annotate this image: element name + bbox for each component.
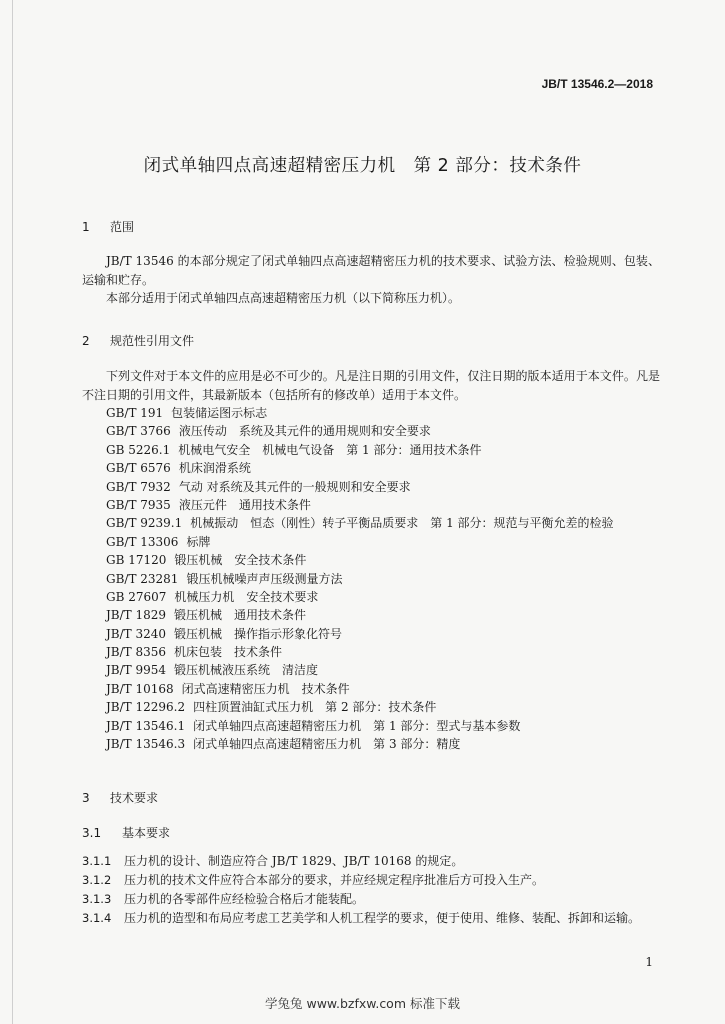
reference-title: 机床包装 技术条件 [174,645,283,660]
clause-number: 3.1.1 [82,854,112,868]
reference-code: JB/T 13546.1 [106,718,186,733]
reference-title: 标牌 [186,534,211,549]
reference-code: JB/T 9954 [106,663,167,678]
subsection-title: 基本要求 [122,826,171,840]
section-number: 1 [82,220,90,234]
reference-item [106,496,614,514]
reference-item [106,643,614,661]
section-3-heading [82,789,158,806]
section-2-intro: 下列文件对于本文件的应用是必不可少的。凡是注日期的引用文件，仅注日期的版本适用于本文件。凡是不注日期的引用文件，其最新版本（包括所有的修改单）适用于本文件。 [82,369,660,402]
reference-title: 气动 对系统及其元件的一般规则和安全要求 [178,479,411,494]
clause-3-1-4 [82,909,660,928]
normative-reference-list [106,404,614,753]
reference-title: 锻压机械液压系统 清洁度 [174,663,319,678]
reference-code: GB/T 13306 [106,534,179,549]
reference-item [106,422,614,440]
reference-code: GB/T 23281 [106,571,179,586]
clause-number: 3.1.2 [82,873,112,887]
reference-title: 液压元件 通用技术条件 [178,497,311,512]
reference-code: GB/T 7935 [106,497,171,512]
reference-item [106,661,614,679]
reference-code: JB/T 12296.2 [106,700,186,715]
reference-code: GB/T 9239.1 [106,516,183,531]
reference-code: GB 17120 [106,553,167,568]
section-number: 3 [82,791,90,805]
reference-code: GB 5226.1 [106,442,171,457]
site-watermark: 学兔兔 www.bzfxw.com 标准下载 [265,996,460,1011]
reference-code: GB/T 191 [106,406,164,420]
page-number: 1 [645,955,653,969]
clause-text: 压力机的各零部件应经检验合格后才能装配。 [124,892,365,906]
section-title: 技术要求 [110,791,159,805]
reference-title: 机械电气安全 机械电气设备 第 1 部分：通用技术条件 [178,442,482,457]
reference-title: 闭式单轴四点高速超精密压力机 第 1 部分：型式与基本参数 [193,718,521,733]
standard-number: JB/T 13546.2—2018 [541,77,653,91]
section-number: 2 [82,334,90,348]
reference-code: JB/T 8356 [106,645,167,660]
clause-text: 压力机的造型和布局应考虑工艺美学和人机工程学的要求，便于使用、维修、装配、拆卸和运输。 [124,911,641,925]
reference-item [106,735,614,753]
reference-item [106,441,614,459]
reference-code: JB/T 1829 [106,608,167,623]
reference-code: GB 27607 [106,589,167,604]
reference-title: 包装储运图示标志 [171,406,268,420]
reference-item [106,680,614,698]
clause-number: 3.1.4 [82,911,112,925]
reference-title: 闭式高速精密压力机 技术条件 [181,681,350,696]
reference-title: 四柱顶置油缸式压力机 第 2 部分：技术条件 [193,700,437,715]
reference-item [106,514,614,532]
section-title: 规范性引用文件 [110,334,195,348]
subsection-number: 3.1 [82,826,102,840]
reference-code: GB/T 6576 [106,461,171,476]
section-title: 范围 [110,220,135,234]
clause-text: 压力机的技术文件应符合本部分的要求，并应经规定程序批准后方可投入生产。 [124,873,545,887]
document-title: 闭式单轴四点高速超精密压力机 第 2 部分：技术条件 [143,156,582,176]
reference-item [106,625,614,643]
reference-title: 机床润滑系统 [178,461,251,476]
reference-title: 闭式单轴四点高速超精密压力机 第 3 部分：精度 [193,737,461,752]
section-1-paragraph-2: 本部分适用于闭式单轴四点高速超精密压力机（以下简称压力机）。 [106,291,461,305]
reference-title: 锻压机械 通用技术条件 [174,608,307,623]
reference-item [106,570,614,588]
reference-title: 液压传动 系统及其元件的通用规则和安全要求 [178,424,431,439]
reference-code: JB/T 13546.3 [106,737,186,752]
reference-item [106,478,614,496]
reference-item [106,404,614,422]
clause-3-1-2 [82,871,660,890]
clause-3-1-1 [82,852,660,871]
subsection-3-1-heading [82,824,170,841]
reference-item [106,588,614,606]
reference-code: JB/T 10168 [106,681,174,696]
reference-item [106,533,614,551]
reference-code: JB/T 3240 [106,626,167,641]
reference-item [106,459,614,477]
reference-title: 锻压机械噪声声压级测量方法 [186,571,343,586]
section-1-heading [82,218,134,235]
reference-code: GB/T 3766 [106,424,171,439]
reference-code: GB/T 7932 [106,479,171,494]
section-2-heading [82,332,194,349]
reference-item [106,717,614,735]
clause-text: 压力机的设计、制造应符合 JB/T 1829、JB/T 10168 的规定。 [124,854,464,868]
reference-title: 锻压机械 安全技术条件 [174,553,307,568]
reference-item [106,698,614,716]
clause-3-1-3 [82,890,660,909]
section-1-paragraph-1: JB/T 13546 的本部分规定了闭式单轴四点高速超精密压力机的技术要求、试验方法、检验规则、包装、运输和贮存。 [82,254,660,287]
clause-number: 3.1.3 [82,892,112,906]
reference-title: 机械压力机 安全技术要求 [174,589,319,604]
reference-title: 机械振动 恒态（刚性）转子平衡品质要求 第 1 部分：规范与平衡允差的检验 [190,516,614,531]
reference-item [106,606,614,624]
reference-title: 锻压机械 操作指示形象化符号 [174,626,343,641]
reference-item [106,551,614,569]
